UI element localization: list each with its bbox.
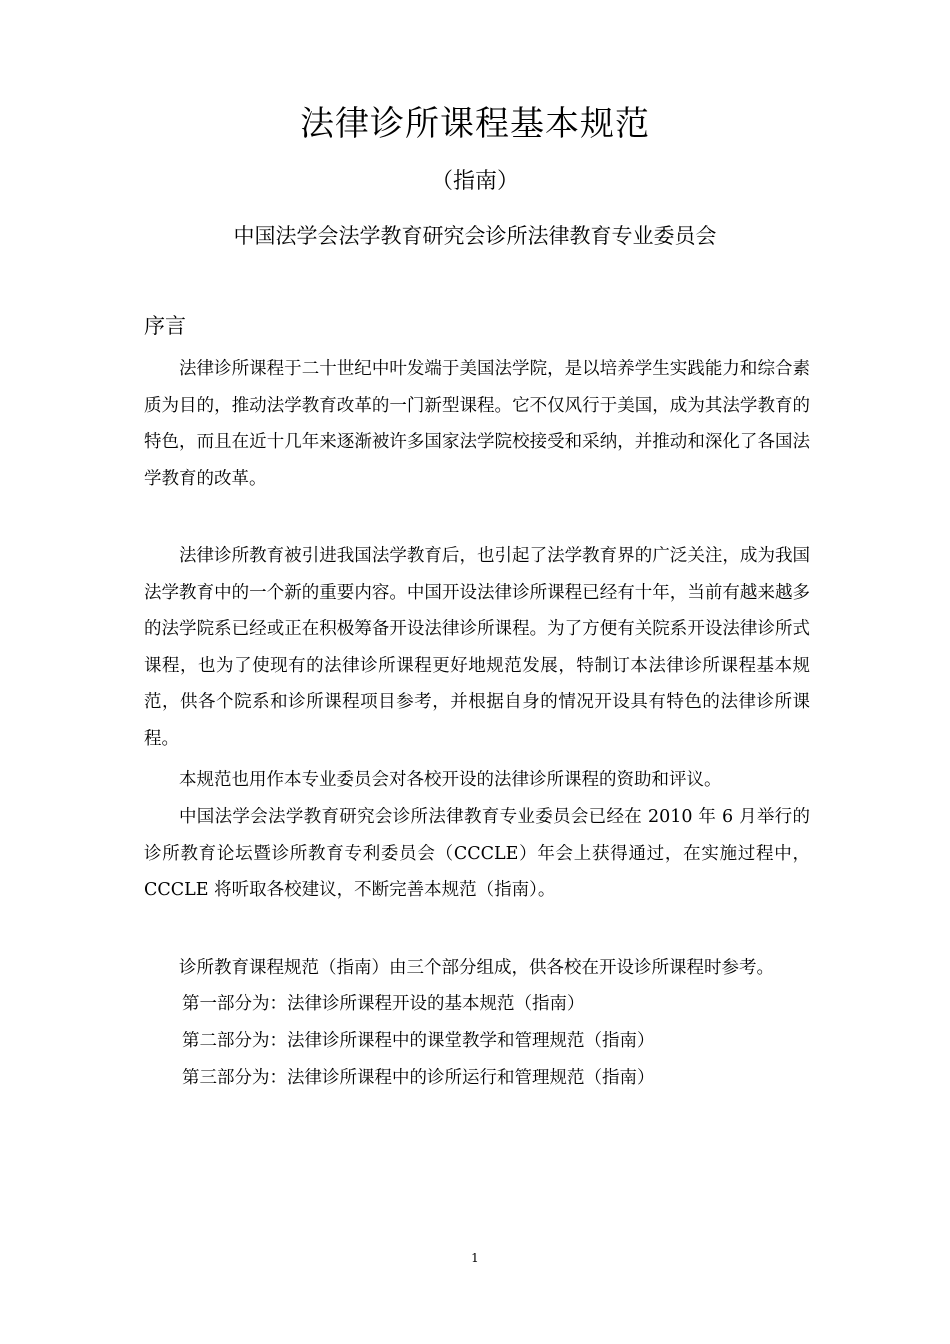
document-subtitle: （指南） — [430, 169, 519, 194]
page-number: 1 — [471, 1251, 479, 1265]
organization-name: 中国法学会法学教育研究会诊所法律教育专业委员会 — [233, 224, 717, 248]
part-list-item: 第一部分为：法律诊所课程开设的基本规范（指南） — [182, 994, 585, 1014]
paragraph: 诊所教育课程规范（指南）由三个部分组成，供各校在开设诊所课程时参考。 — [179, 958, 774, 978]
paragraph: 法律诊所课程于二十世纪中叶发端于美国法学院，是以培养学生实践能力和综合素质为目的，推动法学教育改革的一门新型课程。它不仅风行于美国，成为其法学教育的特色，而且在近十几年来逐渐被许多国家法学院校接受和采纳，并推动和深化了各国法学教育的改革。 — [144, 359, 810, 489]
section-heading-preface: 序言 — [144, 314, 186, 338]
paragraph: 本规范也用作本专业委员会对各校开设的法律诊所课程的资助和评议。 — [179, 770, 722, 790]
part-list-item: 第二部分为：法律诊所课程中的课堂教学和管理规范（指南） — [182, 1031, 655, 1051]
paragraph: 法律诊所教育被引进我国法学教育后，也引起了法学教育界的广泛关注，成为我国法学教育中的一个新的重要内容。中国开设法律诊所课程已经有十年，当前有越来越多的法学院系已经或正在积极筹备开设法律诊所课程。为了方便有关院系开设法律诊所式课程，也为了使现有的法律诊所课程更好地规范发展，特制订本法律诊所课程基本规范，供各个院系和诊所课程项目参考，并根据自身的情况开设具有特色的法律诊所课程。 — [144, 546, 810, 749]
document-title: 法律诊所课程基本规范 — [300, 104, 650, 144]
part-list-item: 第三部分为：法律诊所课程中的诊所运行和管理规范（指南） — [182, 1068, 655, 1088]
paragraph: 中国法学会法学教育研究会诊所法律教育专业委员会已经在 2010 年 6 月举行的诊所教育论坛暨诊所教育专利委员会（CCCLE）年会上获得通过，在实施过程中，CCCLE 将听取各校建议，不断完善本规范（指南）。 — [144, 807, 810, 900]
